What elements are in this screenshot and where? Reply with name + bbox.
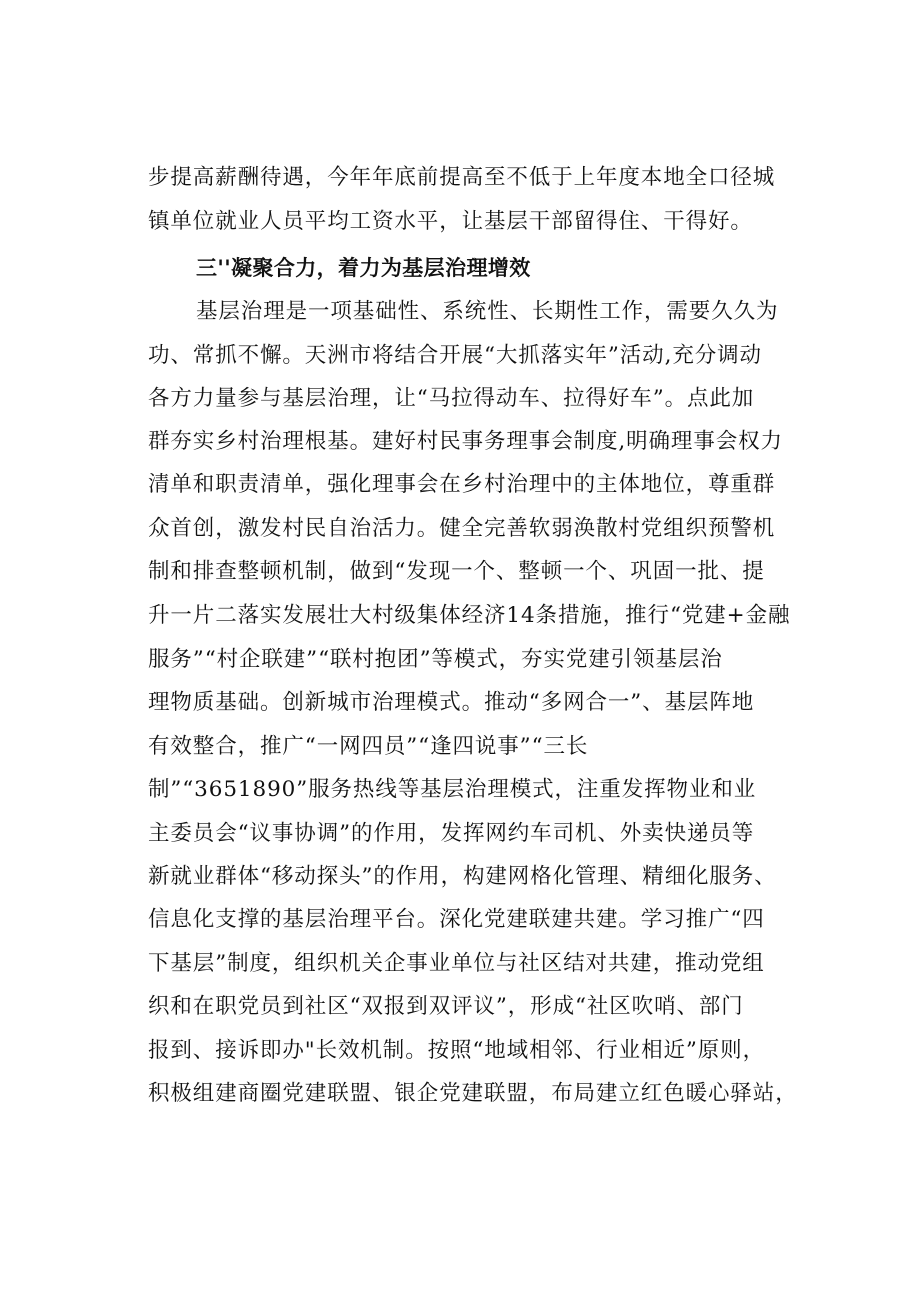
paragraph-line: 清单和职责清单，强化理事会在乡村治理中的主体地位，尊重群 xyxy=(148,472,776,497)
paragraph-line: 有效整合，推广“一网四员”“逢四说事”“三长 xyxy=(148,734,589,759)
paragraph-line: 步提高薪酬待遇，今年年底前提高至不低于上年度本地全口径城 xyxy=(148,165,776,190)
paragraph-line: 理物质基础。创新城市治理模式。推动“多网合一”、基层阵地 xyxy=(148,690,755,715)
paragraph-line: 镇单位就业人员平均工资水平，让基层干部留得住、干得好。 xyxy=(148,209,753,234)
paragraph-line: 织和在职党员到社区“双报到双评议”，形成“社区吹哨、部门 xyxy=(148,994,744,1019)
paragraph-line: 基层治理是一项基础性、系统性、长期性工作，需要久久为 xyxy=(196,299,779,324)
paragraph-line: 报到、接诉即办"长效机制。按照“地域相邻、行业相近”原则， xyxy=(148,1038,765,1063)
paragraph-line: 信息化支撑的基层治理平台。深化党建联建共建。学习推广“四 xyxy=(148,907,765,932)
paragraph-line: 积极组建商圈党建联盟、银企党建联盟，布局建立红色暖心驿站， xyxy=(148,1081,798,1106)
paragraph-line: 群夯实乡村治理根基。建好村民事务理事会制度,明确理事会权力 xyxy=(148,429,783,454)
paragraph-line: 制和排查整顿机制，做到“发现一个、整顿一个、巩固一批、提 xyxy=(148,559,765,584)
section-heading: 三''凝聚合力，着力为基层治理增效 xyxy=(196,256,531,280)
paragraph-line: 制”“3651890”服务热线等基层治理模式，注重发挥物业和业 xyxy=(148,777,757,802)
paragraph-line: 功、常抓不懈。天洲市将结合开展“大抓落实年”活动,充分调动 xyxy=(148,343,762,368)
paragraph-line: 各方力量参与基层治理，让“马拉得动车、拉得好车”。点此加 xyxy=(148,386,755,411)
paragraph-line: 服务”“村企联建”“联村抱团”等模式，夯实党建引领基层治 xyxy=(148,647,723,672)
paragraph-line: 众首创，激发村民自治活力。健全完善软弱涣散村党组织预警机 xyxy=(148,516,776,541)
paragraph-line: 升一片二落实发展壮大村级集体经济14条措施，推行“党建+金融 xyxy=(148,603,791,628)
paragraph-line: 新就业群体“移动探头”的作用，构建网格化管理、精细化服务、 xyxy=(148,864,777,889)
paragraph-line: 主委员会“议事协调”的作用，发挥网约车司机、外卖快递员等 xyxy=(148,821,755,846)
paragraph-line: 下基层”制度，组织机关企事业单位与社区结对共建，推动党组 xyxy=(148,951,765,976)
